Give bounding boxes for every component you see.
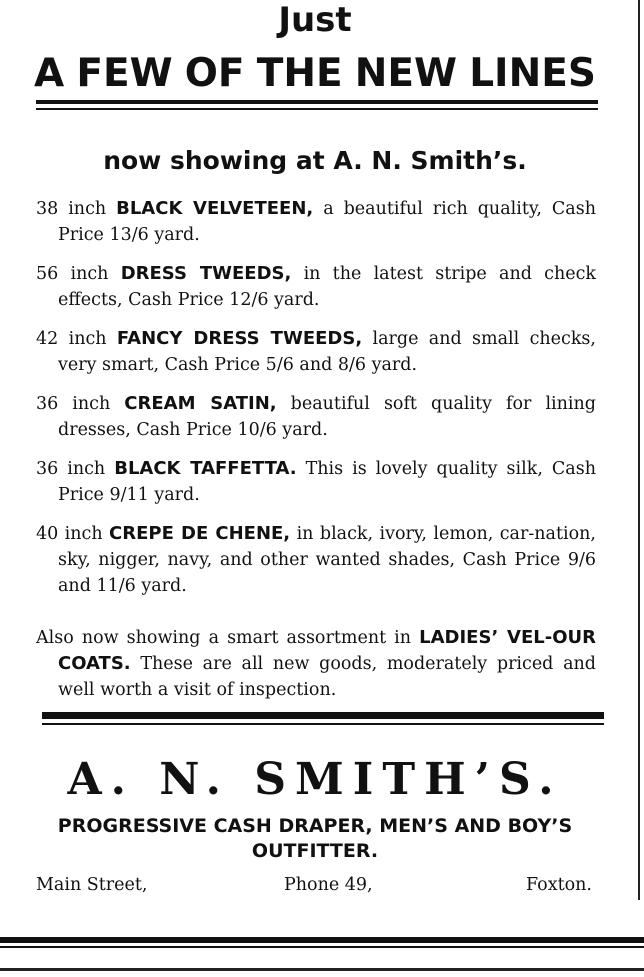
item-name: FANCY DRESS TWEEDS,: [116, 328, 363, 349]
store-tagline: PROGRESSIVE CASH DRAPER, MEN’S AND BOY’S OUTFITTER.: [57, 815, 573, 862]
bottom-border: [0, 937, 644, 949]
headline-word: LINES: [469, 51, 596, 96]
item-list: [36, 196, 596, 612]
divider-thick-line: [36, 100, 598, 104]
headline-word: THE: [256, 51, 343, 96]
column-rule: [638, 0, 640, 900]
page-bottom-rule: [0, 968, 644, 971]
headline-word: OF: [184, 51, 245, 96]
border-thick-line: [0, 937, 644, 943]
item-size: 42 inch: [36, 329, 107, 349]
item-description: beautiful soft quality for lining dresses, Cash Price 10/6 yard.: [58, 394, 596, 440]
item-description: a beautiful rich quality, Cash Price 13/6 yard.: [58, 199, 596, 245]
item-size: 40 inch: [36, 524, 103, 544]
list-item: [36, 391, 596, 443]
list-item: [36, 196, 596, 248]
list-item: [36, 261, 596, 313]
item-size: 38 inch: [36, 199, 107, 219]
also-intro: Also now showing a smart assortment in: [36, 627, 412, 648]
item-description: large and small checks, very smart, Cash Price 5/6 and 8/6 yard.: [58, 329, 596, 375]
item-name: BLACK VELVETEEN,: [116, 198, 314, 219]
item-name: DRESS TWEEDS,: [120, 263, 292, 284]
item-name: CREPE DE CHENE,: [109, 523, 291, 544]
divider-thick-line: [42, 712, 604, 719]
street-address: Main Street,: [36, 875, 148, 895]
store-name: A. N. SMITH’S.: [67, 754, 563, 805]
headline-word: FEW: [76, 51, 173, 96]
item-description: This is lovely quality silk, Cash Price 9/11 yard.: [58, 459, 596, 505]
headline-new-lines: [34, 50, 596, 98]
subheading: now showing at A. N. Smith’s.: [103, 146, 527, 175]
item-description: in the latest stripe and check effects, Cash Price 12/6 yard.: [58, 264, 596, 310]
also-showing-paragraph: [36, 625, 596, 703]
also-outro: These are all new goods, moderately priced and well worth a visit of inspection.: [58, 653, 596, 700]
headline-word: NEW: [354, 51, 458, 96]
item-size: 56 inch: [36, 264, 109, 284]
list-item: [36, 521, 596, 599]
headline-divider: [36, 100, 598, 112]
item-size: 36 inch: [36, 459, 106, 479]
border-thin-line: [0, 946, 644, 948]
headline-word: A: [34, 51, 65, 96]
item-name: BLACK TAFFETTA.: [114, 458, 297, 479]
divider-thin-line: [36, 108, 598, 110]
headline-just: Just: [278, 0, 352, 40]
also-highlight: LADIES’ VEL-OUR COATS.: [58, 626, 596, 674]
footer-divider: [42, 712, 604, 726]
town-name: Foxton.: [526, 875, 592, 895]
divider-thin-line: [42, 723, 604, 725]
item-name: CREAM SATIN,: [124, 393, 277, 414]
list-item: [36, 326, 596, 378]
item-size: 36 inch: [36, 394, 111, 414]
item-description: in black, ivory, lemon, car-nation, sky, nigger, navy, and other wanted shades, Cash Price 9/6 and 11/6 yard.: [58, 524, 596, 596]
list-item: [36, 456, 596, 508]
phone-number: Phone 49,: [284, 875, 373, 895]
